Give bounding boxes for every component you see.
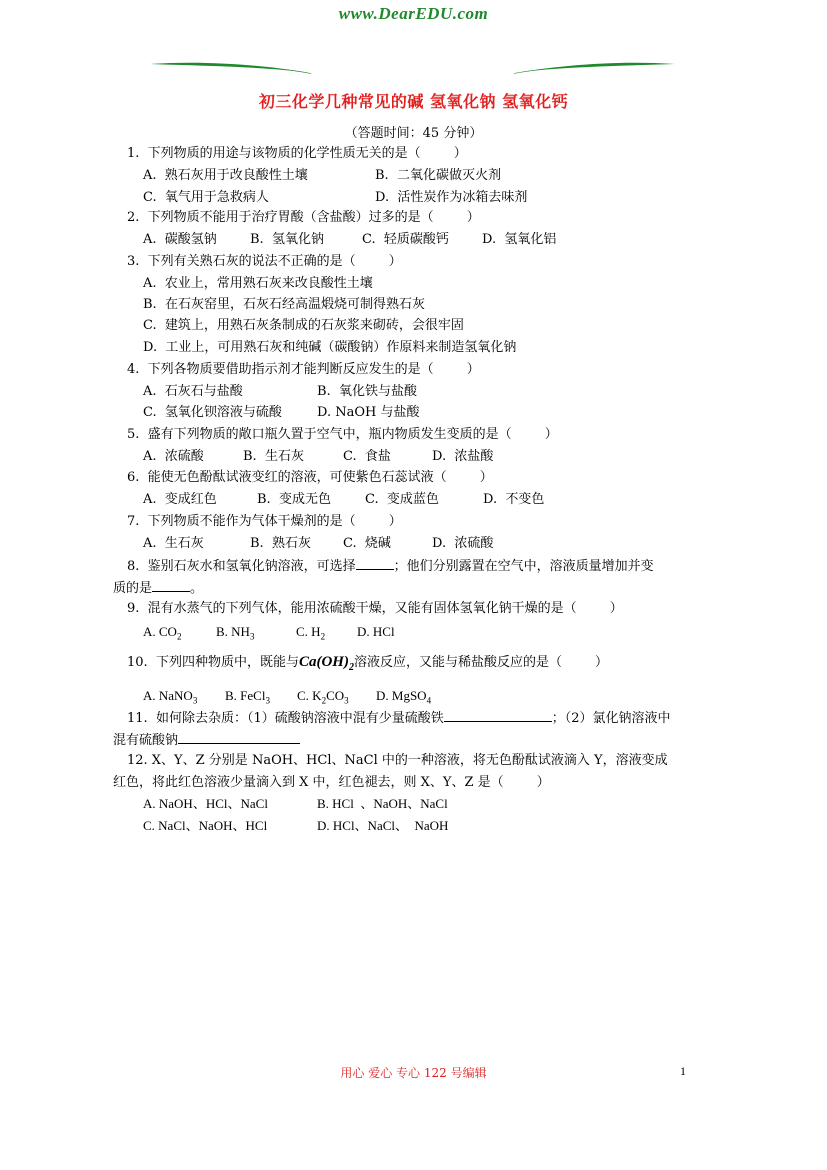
question-11-line-2 [113, 731, 300, 749]
question-3-option-d: D. 工业上，可用熟石灰和纯碱（碳酸钠）作原料来制造氢氧化钠 [143, 340, 517, 355]
stem-text: 溶液反应，又能与稀盐酸反应的是（ ） [353, 655, 609, 670]
question-10-option-a [143, 688, 197, 709]
option-text: A. CO [143, 624, 177, 639]
subscript: 2 [320, 631, 326, 642]
option-text: A. NaNO [143, 688, 193, 703]
question-1-option-d: D. 活性炭作为冰箱去味剂 [375, 190, 528, 205]
option-text: D. MgSO [376, 688, 427, 703]
question-6-option-d: D. 不变色 [483, 492, 545, 507]
question-2-option-a: A. 碳酸氢钠 [143, 232, 217, 247]
question-3-option-c: C. 建筑上，用熟石灰条制成的石灰浆来砌砖，会很牢固 [143, 318, 464, 333]
question-6-option-a: A. 变成红色 [143, 492, 217, 507]
question-5-option-c: C. 食盐 [343, 449, 391, 464]
question-5-stem: 5. 盛有下列物质的敞口瓶久置于空气中，瓶内物质发生变质的是（ ） [127, 427, 558, 442]
subscript: 3 [344, 695, 349, 706]
subscript: 2 [176, 631, 182, 642]
question-1-option-c: C. 氧气用于急救病人 [143, 190, 269, 205]
question-4-option-d: D. NaOH 与盐酸 [317, 405, 420, 420]
subscript: 2 [321, 695, 327, 706]
question-4-option-a: A. 石灰石与盐酸 [143, 384, 243, 399]
question-7-option-d: D. 浓硫酸 [432, 536, 494, 551]
question-10-option-b [225, 688, 270, 709]
page-title: 初三化学几种常见的碱 氢氧化钠 氢氧化钙 [258, 92, 569, 111]
stem-text: 10. 下列四种物质中，既能与 [127, 655, 299, 670]
option-text: C. H [296, 624, 321, 639]
answer-blank[interactable] [178, 731, 300, 744]
question-4-stem: 4. 下列各物质要借助指示剂才能判断反应发生的是（ ） [127, 362, 480, 377]
question-8-text-1: 8. 鉴别石灰水和氢氧化钠溶液，可选择 [127, 559, 356, 574]
subscript: 3 [249, 631, 255, 642]
calcium-hydroxide-formula [298, 654, 354, 673]
formula-text: Ca(OH) [298, 654, 349, 670]
stem-text: 11. 如何除去杂质：（1）硫酸钠溶液中混有少量硫酸铁 [127, 711, 444, 726]
question-3-option-a: A. 农业上，常用熟石灰来改良酸性土壤 [143, 276, 373, 291]
question-7-option-c: C. 烧碱 [343, 536, 391, 551]
question-10-stem [127, 652, 608, 678]
question-1-option-a: A. 熟石灰用于改良酸性土壤 [143, 168, 308, 183]
option-text: C. K [297, 688, 322, 703]
footer-text: 用心 爱心 专心 122 号编辑 [340, 1066, 487, 1080]
question-12-option-d: D. HCl、NaCl、 NaOH [317, 818, 449, 833]
question-2-option-c: C. 轻质碳酸钙 [362, 232, 449, 247]
answer-blank[interactable] [356, 557, 394, 570]
question-9-option-c [296, 624, 325, 645]
question-8-text-3: 质的是 [113, 581, 153, 596]
subscript: 4 [426, 695, 432, 706]
question-8-line-2 [113, 579, 203, 597]
question-3-option-b: B. 在石灰窑里，石灰石经高温煅烧可制得熟石灰 [143, 297, 425, 312]
question-7-option-a: A. 生石灰 [143, 536, 204, 551]
question-2-option-b: B. 氢氧化钠 [250, 232, 324, 247]
question-8-text-2: ；他们分别露置在空气中，溶液质量增加并变 [393, 559, 654, 574]
question-12-line-2: 红色，将此红色溶液少量滴入到 X 中，红色褪去，则 X、Y、Z 是（ ） [113, 775, 550, 790]
question-7-option-b: B. 熟石灰 [250, 536, 311, 551]
question-1-stem: 1. 下列物质的用途与该物质的化学性质无关的是（ ） [127, 146, 467, 161]
question-6-stem: 6. 能使无色酚酞试液变红的溶液，可使紫色石蕊试液（ ） [127, 470, 493, 485]
question-5-option-d: D. 浓盐酸 [432, 449, 494, 464]
question-7-stem: 7. 下列物质不能作为气体干燥剂的是（ ） [127, 514, 402, 529]
page-number: 1 [680, 1064, 686, 1078]
question-6-option-c: C. 变成蓝色 [365, 492, 439, 507]
question-2-option-d: D. 氢氧化铝 [482, 232, 557, 247]
header-swoosh-banner [150, 56, 675, 86]
stem-text: ；（2）氯化钠溶液中 [551, 711, 671, 726]
question-2-stem: 2. 下列物质不能用于治疗胃酸（含盐酸）过多的是（ ） [127, 210, 480, 225]
question-5-option-a: A. 浓硫酸 [143, 449, 204, 464]
question-9-option-b [216, 624, 254, 645]
subscript: 3 [265, 695, 270, 706]
answer-blank[interactable] [444, 709, 552, 722]
question-10-option-d [376, 688, 431, 709]
question-12-option-c: C. NaCl、NaOH、HCl [143, 818, 268, 833]
question-9-stem: 9. 混有水蒸气的下列气体，能用浓硫酸干燥，又能有固体氢氧化钠干燥的是（ ） [127, 601, 623, 616]
question-6-option-b: B. 变成无色 [257, 492, 331, 507]
question-8-text-4: 。 [190, 581, 204, 596]
question-4-option-b: B. 氧化铁与盐酸 [317, 384, 417, 399]
option-text: B. FeCl [225, 688, 266, 703]
question-9-option-a [143, 624, 181, 645]
site-url-logo[interactable]: www.DearEDU.com [338, 4, 489, 23]
subscript: 2 [348, 662, 354, 673]
stem-text: 混有硫酸钠 [113, 733, 179, 748]
question-11-line-1 [127, 709, 671, 727]
answer-blank[interactable] [152, 579, 190, 592]
question-1-option-b: B. 二氧化碳做灭火剂 [375, 168, 501, 183]
question-12-line-1: 12. X、Y、Z 分别是 NaOH、HCl、NaCl 中的一种溶液，将无色酚酞试液滴入 Y，溶液变成 [127, 753, 668, 768]
question-5-option-b: B. 生石灰 [243, 449, 304, 464]
question-12-option-b: B. HCl 、NaOH、NaCl [317, 796, 448, 811]
option-text: CO [326, 688, 345, 703]
question-8-line-1 [127, 557, 654, 575]
question-9-option-d: D. HCl [357, 624, 395, 639]
time-note: （答题时间：45 分钟） [344, 126, 483, 141]
question-12-option-a: A. NaOH、HCl、NaCl [143, 796, 268, 811]
subscript: 3 [192, 695, 198, 706]
question-10-option-c [297, 688, 349, 709]
question-4-option-c: C. 氢氧化钡溶液与硫酸 [143, 405, 282, 420]
question-3-stem: 3. 下列有关熟石灰的说法不正确的是（ ） [127, 254, 402, 269]
option-text: B. NH [216, 624, 250, 639]
